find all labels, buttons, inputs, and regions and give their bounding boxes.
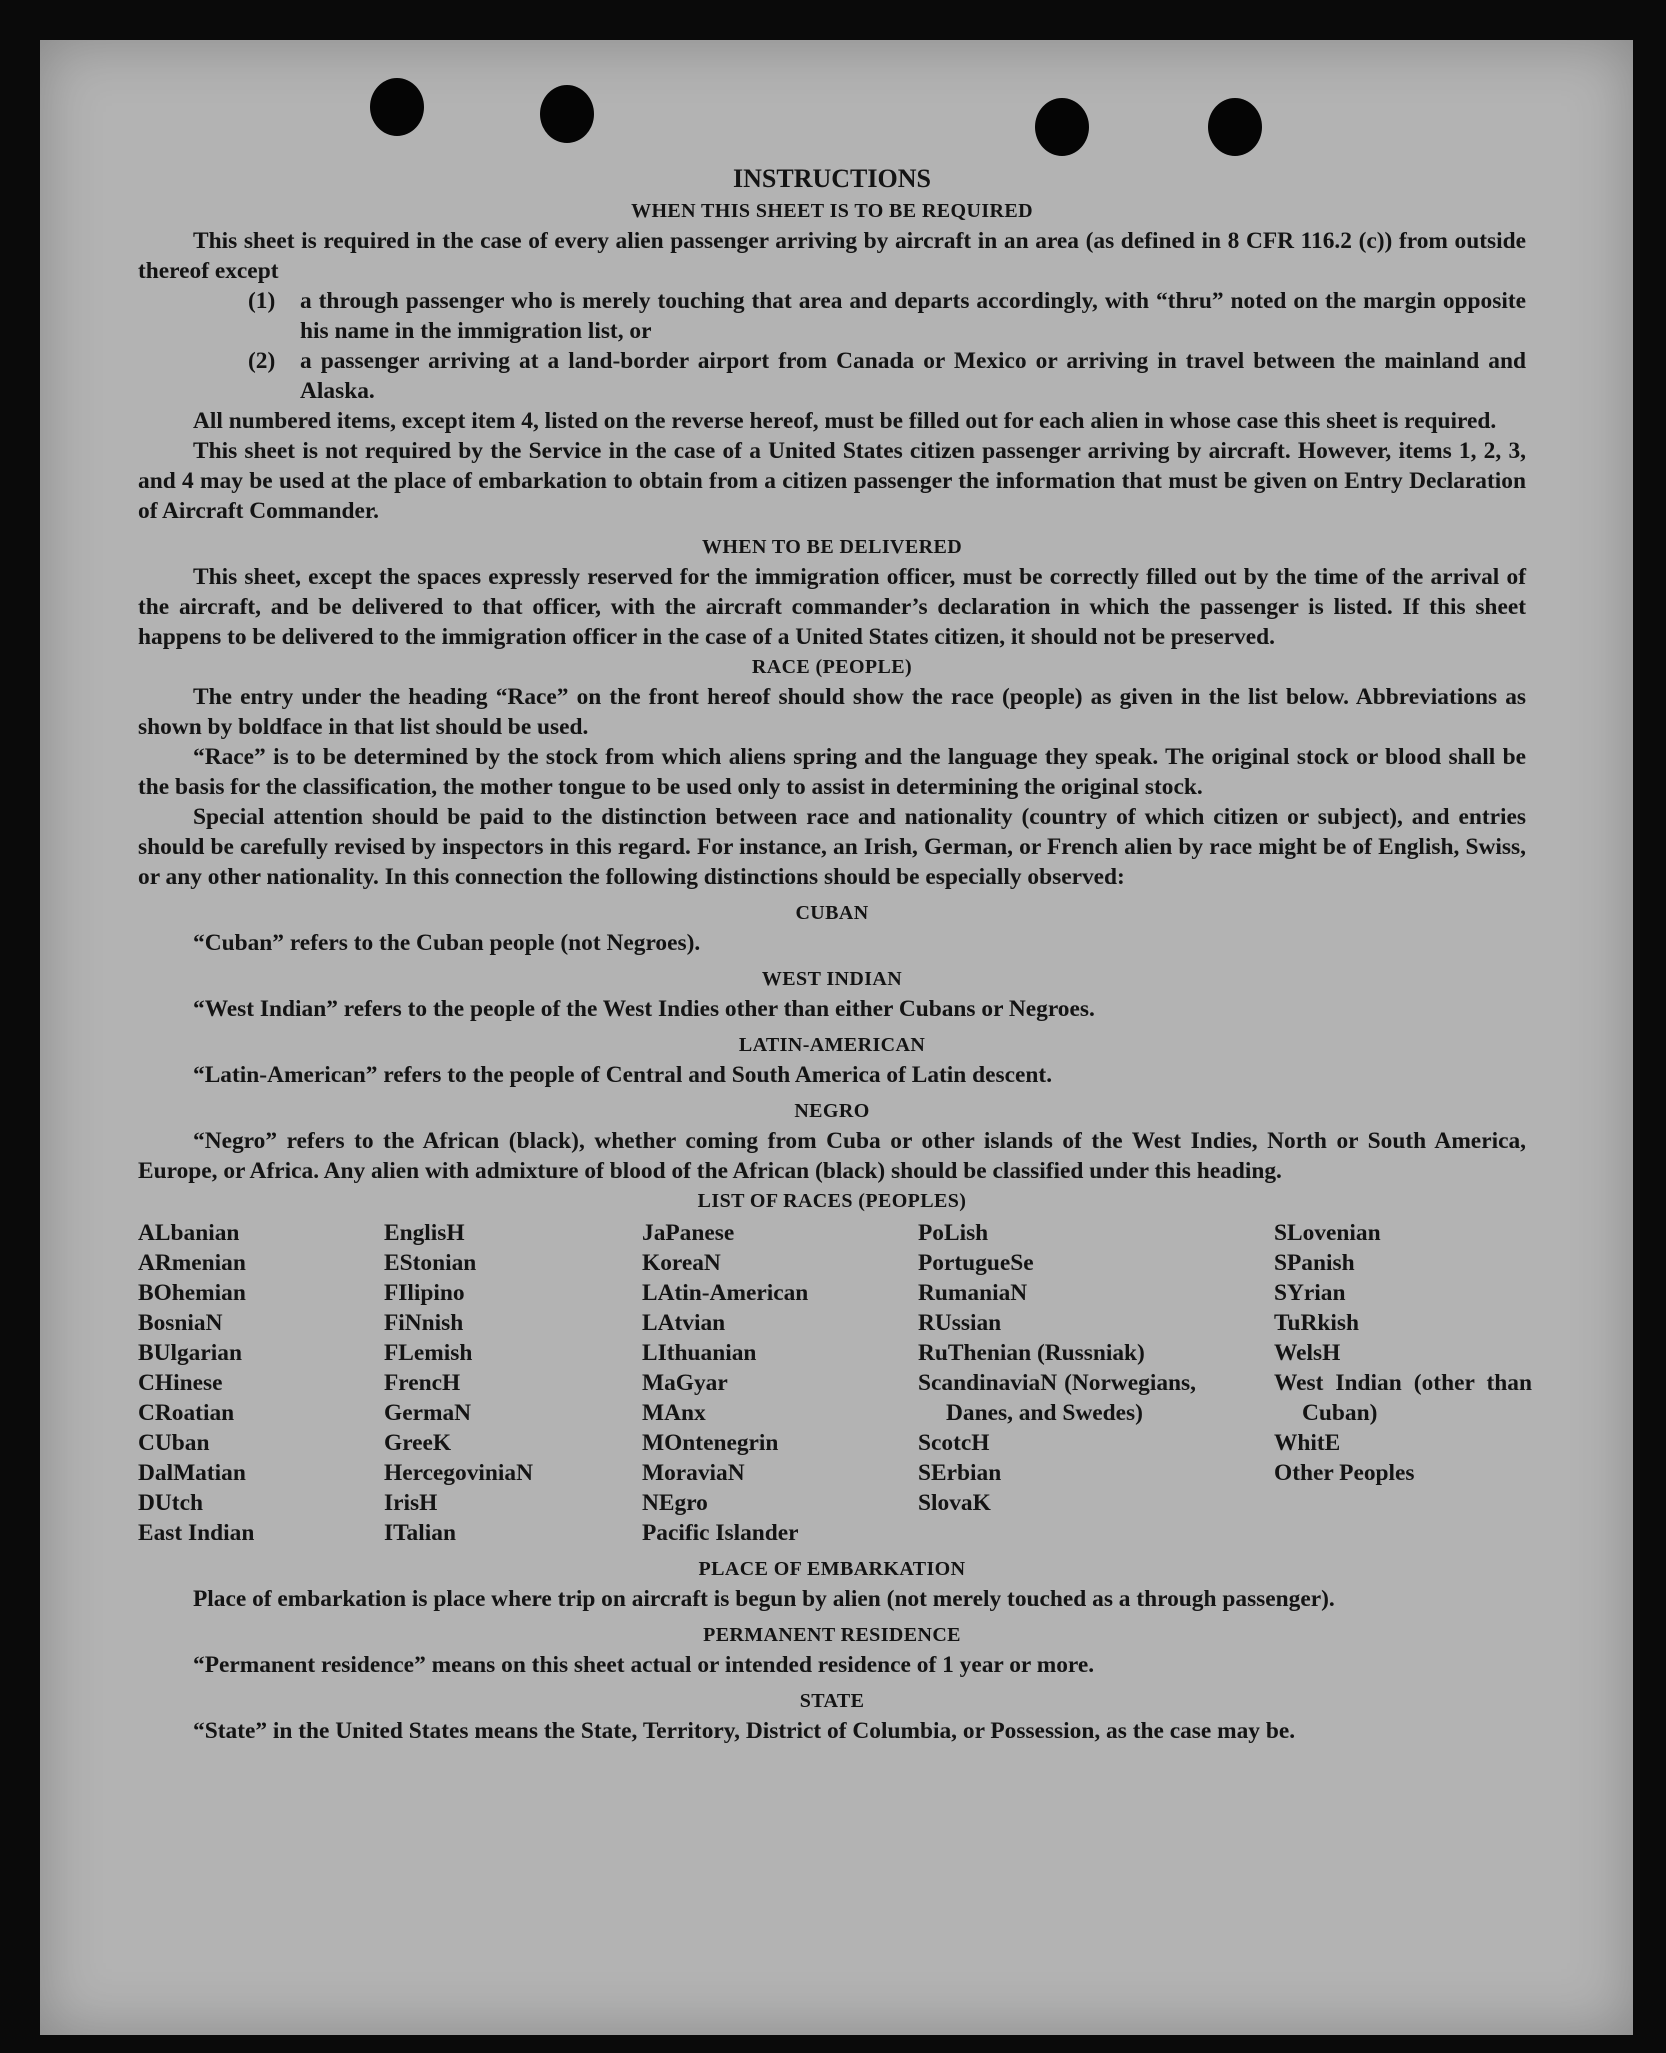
race-entry: JaPanese <box>642 1220 735 1246</box>
race-column <box>384 1218 642 1548</box>
paragraph: This sheet is required in the case of every alien passenger arriving by aircraft in an area (as defined in 8 CFR 116.2 (c)) from outside thereof except <box>138 228 1526 284</box>
section-heading: LIST OF RACES (PEOPLES) <box>697 1190 967 1212</box>
race-entry: WelsH <box>1274 1340 1341 1366</box>
race-entry: RumaniaN <box>918 1280 1028 1306</box>
race-entry: WhitE <box>1274 1430 1341 1456</box>
race-entry: GreeK <box>384 1430 452 1456</box>
item-text: a through passenger who is merely touching that area and departs accordingly, with “thru” noted on the margin opposite his name in the immigration list, or <box>300 288 1526 344</box>
race-entry: Pacific Islander <box>642 1520 799 1546</box>
race-column <box>138 1218 384 1548</box>
paragraph: “Latin-American” refers to the people of Central and South America of Latin descent. <box>193 1062 1053 1088</box>
item-number: (1) <box>248 288 276 314</box>
paragraph: Place of embarkation is place where trip on aircraft is begun by alien (not merely touched as a through passenger). <box>193 1586 1335 1612</box>
document-page <box>40 40 1633 2035</box>
race-entry: HercegoviniaN <box>384 1460 533 1486</box>
race-entry: BosniaN <box>138 1310 223 1336</box>
race-entry: EStonian <box>384 1250 477 1276</box>
paragraph: “West Indian” refers to the people of the West Indies other than either Cubans or Negroes. <box>193 996 1095 1022</box>
paragraph: “Negro” refers to the African (black), whether coming from Cuba or other islands of the West Indies, North or South America, Europe, or Africa. Any alien with admixture of blood of the African (black) should be classified under this heading. <box>138 1128 1526 1184</box>
race-entry: BUlgarian <box>138 1340 242 1366</box>
item-number: (2) <box>248 348 276 374</box>
race-entry: ALbanian <box>138 1220 240 1246</box>
item-text: a passenger arriving at a land-border airport from Canada or Mexico or arriving in travel between the mainland and Alaska. <box>300 348 1526 404</box>
race-entry: MaGyar <box>642 1370 728 1396</box>
section-heading: STATE <box>799 1690 865 1712</box>
race-entry: ScotcH <box>918 1430 990 1456</box>
race-entry: ScandinaviaN (Norwegians, Danes, and Swedes) <box>918 1370 1196 1426</box>
race-entry: West Indian (other than Cuban) <box>1274 1370 1532 1426</box>
race-entry: TuRkish <box>1274 1310 1359 1336</box>
paragraph: “State” in the United States means the State, Territory, District of Columbia, or Possession, as the case may be. <box>193 1718 1296 1744</box>
race-entry: BOhemian <box>138 1280 246 1306</box>
race-entry: LIthuanian <box>642 1340 757 1366</box>
section-heading: PERMANENT RESIDENCE <box>703 1624 961 1646</box>
list-item <box>248 286 1526 346</box>
race-entry: MoraviaN <box>642 1460 745 1486</box>
race-entry: CHinese <box>138 1370 223 1396</box>
page-title: INSTRUCTIONS <box>733 164 931 193</box>
section-heading: CUBAN <box>795 902 869 924</box>
race-entry: Other Peoples <box>1274 1460 1415 1486</box>
race-entry: MAnx <box>642 1400 706 1426</box>
race-entry: FLemish <box>384 1340 473 1366</box>
race-entry: PoLish <box>918 1220 989 1246</box>
race-entry: DUtch <box>138 1490 203 1516</box>
paragraph: “Permanent residence” means on this sheet actual or intended residence of 1 year or more. <box>193 1652 1095 1678</box>
race-entry: RuThenian (Russniak) <box>918 1340 1145 1366</box>
race-entry: CUban <box>138 1430 210 1456</box>
race-entry: FIlipino <box>384 1280 465 1306</box>
race-entry: FiNnish <box>384 1310 464 1336</box>
list-item <box>248 346 1526 406</box>
section-heading: PLACE OF EMBARKATION <box>698 1558 966 1580</box>
section-heading: WEST INDIAN <box>761 968 903 990</box>
race-entry: IrisH <box>384 1490 438 1516</box>
section-heading: LATIN-AMERICAN <box>738 1034 926 1056</box>
paragraph: This sheet is not required by the Service in the case of a United States citizen passenger arriving by aircraft. However, items 1, 2, 3, and 4 may be used at the place of embarkation to obtain from a citizen passenger the information that must be given on Entry Declaration of Aircraft Commander. <box>138 438 1526 524</box>
instructions-content <box>138 120 1532 1746</box>
race-entry: LAtin-American <box>642 1280 809 1306</box>
race-entry: MOntenegrin <box>642 1430 779 1456</box>
paragraph: The entry under the heading “Race” on the front hereof should show the race (people) as given in the list below. Abbreviations as shown by boldface in that list should be used. <box>138 684 1526 740</box>
section-heading: NEGRO <box>794 1100 870 1122</box>
race-entry: East Indian <box>138 1520 255 1546</box>
race-entry: SPanish <box>1274 1250 1355 1276</box>
race-entry: SlovaK <box>918 1490 991 1516</box>
race-entry: CRoatian <box>138 1400 235 1426</box>
race-entry: SYrian <box>1274 1280 1346 1306</box>
paragraph: All numbered items, except item 4, listed on the reverse hereof, must be filled out for each alien in whose case this sheet is required. <box>193 408 1497 434</box>
race-entry: ARmenian <box>138 1250 246 1276</box>
section-heading: WHEN THIS SHEET IS TO BE REQUIRED <box>631 200 1033 222</box>
race-column <box>918 1218 1274 1548</box>
section-heading: WHEN TO BE DELIVERED <box>701 536 963 558</box>
race-column <box>642 1218 918 1548</box>
race-entry: SLovenian <box>1274 1220 1381 1246</box>
race-entry: RUssian <box>918 1310 1002 1336</box>
race-entry: FrencH <box>384 1370 461 1396</box>
race-list <box>138 1218 1532 1548</box>
race-entry: EnglisH <box>384 1220 465 1246</box>
race-entry: KoreaN <box>642 1250 721 1276</box>
race-entry: SErbian <box>918 1460 1002 1486</box>
race-entry: GermaN <box>384 1400 472 1426</box>
race-entry: ITalian <box>384 1520 456 1546</box>
race-column <box>1274 1218 1532 1548</box>
race-entry: DalMatian <box>138 1460 246 1486</box>
paragraph: “Race” is to be determined by the stock from which aliens spring and the language they speak. The original stock or blood shall be the basis for the classification, the mother tongue to be used only to assist in determining the original stock. <box>138 744 1526 800</box>
race-entry: NEgro <box>642 1490 708 1516</box>
race-entry: LAtvian <box>642 1310 726 1336</box>
paragraph: Special attention should be paid to the distinction between race and nationality (country of which citizen or subject), and entries should be carefully revised by inspectors in this regard. For instance, an Irish, German, or French alien by race might be of English, Swiss, or any other nationality. In this connection the following distinctions should be especially observed: <box>138 804 1526 890</box>
race-entry: PortugueSe <box>918 1250 1034 1276</box>
paragraph: “Cuban” refers to the Cuban people (not Negroes). <box>193 930 701 956</box>
paragraph: This sheet, except the spaces expressly reserved for the immigration officer, must be correctly filled out by the time of the arrival of the aircraft, and be delivered to that officer, with the aircraft commander’s declaration in which the passenger is listed. If this sheet happens to be delivered to the immigration officer in the case of a United States citizen, it should not be preserved. <box>138 564 1526 650</box>
section-heading: RACE (PEOPLE) <box>751 656 913 678</box>
